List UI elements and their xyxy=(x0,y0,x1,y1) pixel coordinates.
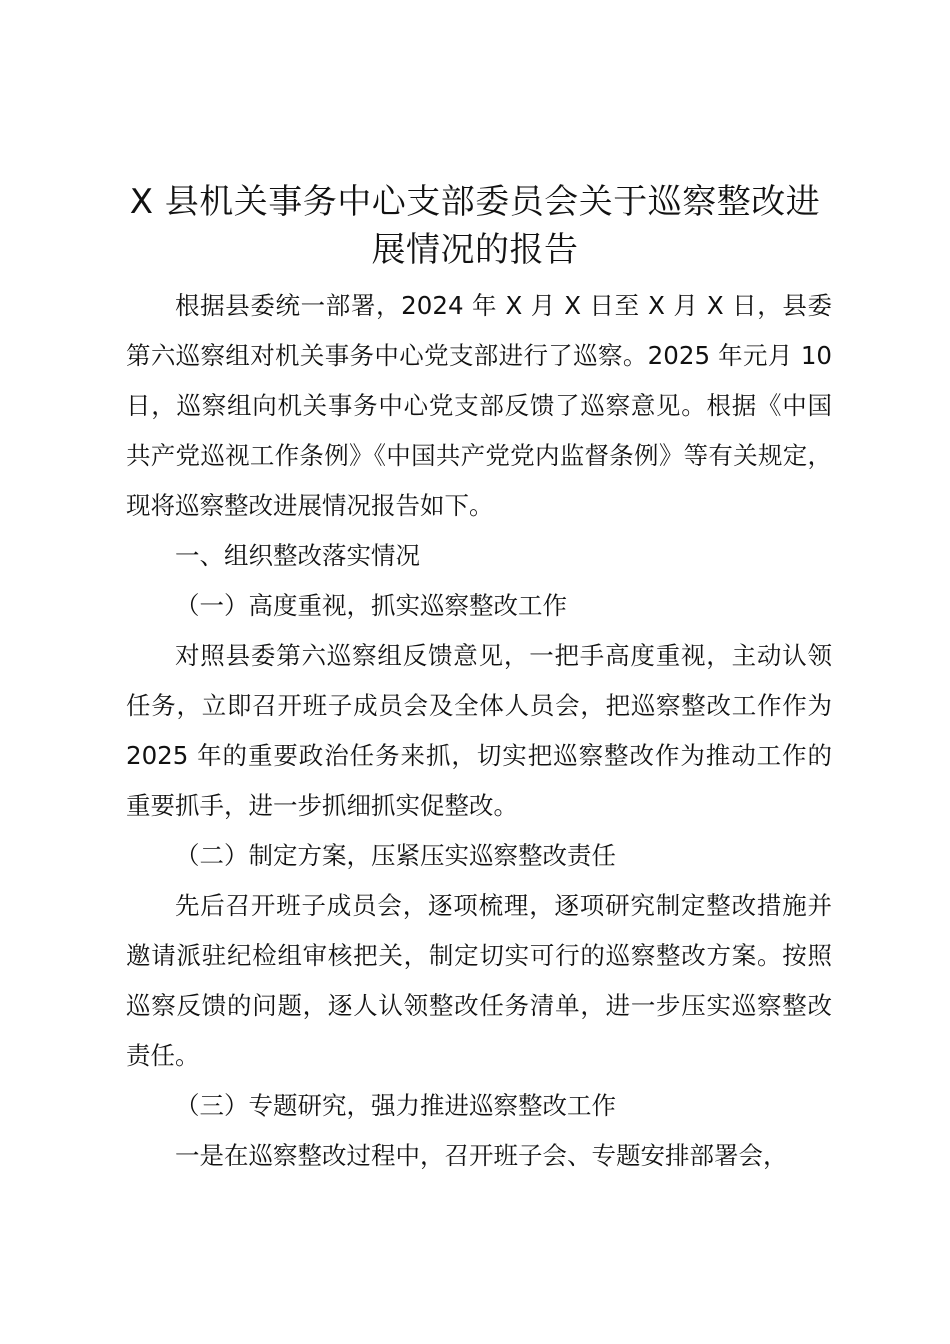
intro-paragraph: 根据县委统一部署，2024 年 X 月 X 日至 X 月 X 日，县委第六巡察组对机关事务中心党支部进行了巡察。2025 年元月 10 日，巡察组向机关事务中心党支部反馈了巡察意见。根据《中国共产党巡视工作条例》《中国共产党党内监督条例》等有关规定，现将巡察整改进展情况报告如下。 xyxy=(126,291,832,520)
document-title xyxy=(110,178,840,274)
body-paragraph: 先后召开班子成员会，逐项梳理，逐项研究制定整改措施并邀请派驻纪检组审核把关，制定切实可行的巡察整改方案。按照巡察反馈的问题，逐人认领整改任务清单，进一步压实巡察整改责任。 xyxy=(126,891,832,1070)
subsection-heading-2: （二）制定方案，压紧压实巡察整改责任 xyxy=(175,841,616,870)
title-line-1: X 县机关事务中心支部委员会关于巡察整改进 xyxy=(129,182,821,222)
subsection-heading-3: （三）专题研究，强力推进巡察整改工作 xyxy=(175,1091,616,1120)
title-line-2: 展情况的报告 xyxy=(371,230,579,270)
body-paragraph: 对照县委第六巡察组反馈意见，一把手高度重视，主动认领任务，立即召开班子成员会及全体人员会，把巡察整改工作作为 2025 年的重要政治任务来抓，切实把巡察整改作为推动工作的重要抓手，进一步抓细抓实促整改。 xyxy=(126,641,832,820)
subsection-heading-1: （一）高度重视，抓实巡察整改工作 xyxy=(175,591,567,620)
body-paragraph: 一是在巡察整改过程中，召开班子会、专题安排部署会， xyxy=(175,1141,788,1170)
document-body xyxy=(126,281,832,1181)
section-heading-1: 一、组织整改落实情况 xyxy=(175,541,420,570)
